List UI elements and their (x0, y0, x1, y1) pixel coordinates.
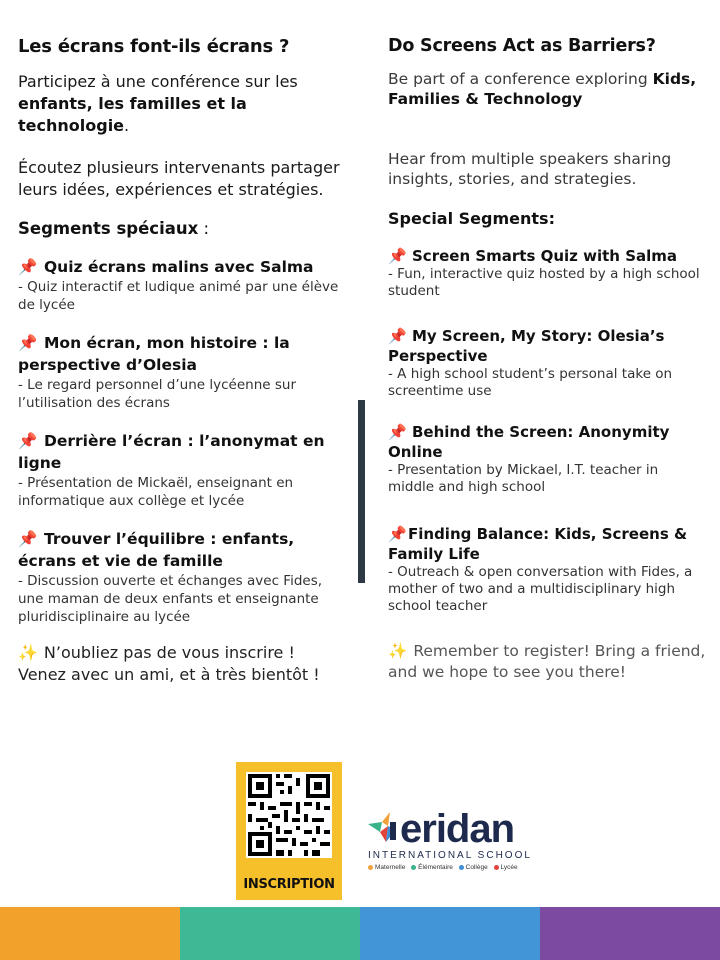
french-segment-desc: - Discussion ouverte et échanges avec Fides, une maman de deux enfants et enseignante pluridisciplinaire au lycée (18, 573, 323, 625)
english-segments-heading: Special Segments: (388, 209, 555, 228)
footer-color-bar (0, 907, 720, 960)
french-segments-heading-tail: : (198, 219, 210, 238)
english-segment-title: Finding Balance: Kids, Screens & Family Life (388, 525, 688, 563)
english-closing-text: Remember to register! Bring a friend, and we hope to see you there! (388, 642, 706, 681)
english-intro (388, 69, 706, 109)
french-segment-title: Derrière l’écran : l’anonymat en ligne (18, 432, 325, 472)
column-divider (358, 400, 365, 583)
pushpin-icon: 📌 (18, 530, 38, 548)
sparkles-icon: ✨ (18, 643, 38, 662)
french-segment-1 (18, 256, 340, 314)
french-hear-text: Écoutez plusieurs intervenants partager leurs idées, expériences et stratégies. (18, 158, 340, 199)
level-label: Élémentaire (418, 864, 453, 871)
english-segment-desc: - Presentation by Mickael, I.T. teacher in middle and high school (388, 462, 659, 495)
french-segments-heading-text: Segments spéciaux (18, 219, 199, 238)
french-column (18, 36, 340, 686)
french-closing-text: N’oubliez pas de vous inscrire ! Venez avec un ami, et à très bientôt ! (18, 643, 320, 684)
english-segment-desc: - Fun, interactive quiz hosted by a high school student (388, 266, 700, 299)
french-intro (18, 71, 340, 137)
footer-segment-purple (540, 907, 720, 960)
english-intro-bold: Kids, Families & Technology (388, 70, 697, 108)
french-segment-3 (18, 430, 340, 510)
english-segment-3 (388, 422, 706, 496)
french-intro-suffix: . (124, 116, 130, 135)
english-column (388, 36, 706, 683)
french-segment-desc: - Quiz interactif et ludique animé par une élève de lycée (18, 279, 339, 313)
french-title: Les écrans font-ils écrans ? (18, 36, 290, 57)
pushpin-icon: 📌 (18, 432, 38, 450)
french-intro-text: Participez à une conférence sur les (18, 72, 298, 91)
level-dot (411, 865, 416, 870)
french-closing (18, 642, 340, 686)
french-segment-title: Mon écran, mon histoire : la perspective d’Olesia (18, 334, 290, 374)
school-logo (366, 808, 556, 878)
logo-levels (368, 864, 518, 871)
english-segment-2 (388, 326, 706, 400)
pushpin-icon: 📌 (388, 423, 407, 441)
qr-label: INSCRIPTION (243, 877, 335, 892)
pushpin-icon: 📌 (18, 334, 38, 352)
pushpin-icon: 📌 (388, 327, 407, 345)
pushpin-icon: 📌 (388, 525, 407, 543)
logo-wordmark: eridan (400, 807, 515, 851)
english-closing (388, 641, 706, 683)
english-segment-desc: - A high school student’s personal take on screentime use (388, 366, 673, 399)
level-dot (459, 865, 464, 870)
english-segment-title: Behind the Screen: Anonymity Online (388, 423, 670, 461)
french-segment-title: Quiz écrans malins avec Salma (44, 258, 314, 276)
level-label: Collège (465, 864, 488, 871)
english-hear-text: Hear from multiple speakers sharing insights, stories, and strategies. (388, 150, 672, 188)
pushpin-icon: 📌 (388, 247, 407, 265)
sparkles-icon: ✨ (388, 642, 408, 660)
french-segment-2 (18, 332, 340, 412)
logo-subtitle: INTERNATIONAL SCHOOL (368, 850, 532, 861)
pushpin-icon: 📌 (18, 258, 38, 276)
english-intro-text: Be part of a conference exploring (388, 70, 653, 88)
footer-segment-blue (360, 907, 540, 960)
french-segment-4 (18, 528, 340, 626)
french-segment-desc: - Présentation de Mickaël, enseignant en informatique aux collège et lycée (18, 475, 294, 509)
level-dot (368, 865, 373, 870)
french-segments-heading (18, 219, 340, 238)
french-intro-bold: enfants, les familles et la technologie (18, 94, 247, 135)
english-segment-title: Screen Smarts Quiz with Salma (412, 247, 678, 265)
english-segment-4 (388, 524, 706, 615)
footer-segment-green (180, 907, 360, 960)
french-segment-desc: - Le regard personnel d’une lycéenne sur l’utilisation des écrans (18, 377, 296, 411)
english-title: Do Screens Act as Barriers? (388, 36, 656, 56)
level-dot (494, 865, 499, 870)
qr-code-icon (246, 772, 332, 858)
level-label: Maternelle (375, 864, 406, 871)
english-segment-title: My Screen, My Story: Olesia’s Perspective (388, 327, 665, 365)
french-segment-title: Trouver l’équilibre : enfants, écrans et vie de famille (18, 530, 295, 570)
registration-qr-code[interactable] (236, 762, 342, 900)
english-segment-desc: - Outreach & open conversation with Fides, a mother of two and a multidisciplinary high school teacher (388, 564, 693, 614)
english-segment-1 (388, 246, 706, 300)
footer-segment-orange (0, 907, 180, 960)
level-label: Lycée (500, 864, 518, 871)
